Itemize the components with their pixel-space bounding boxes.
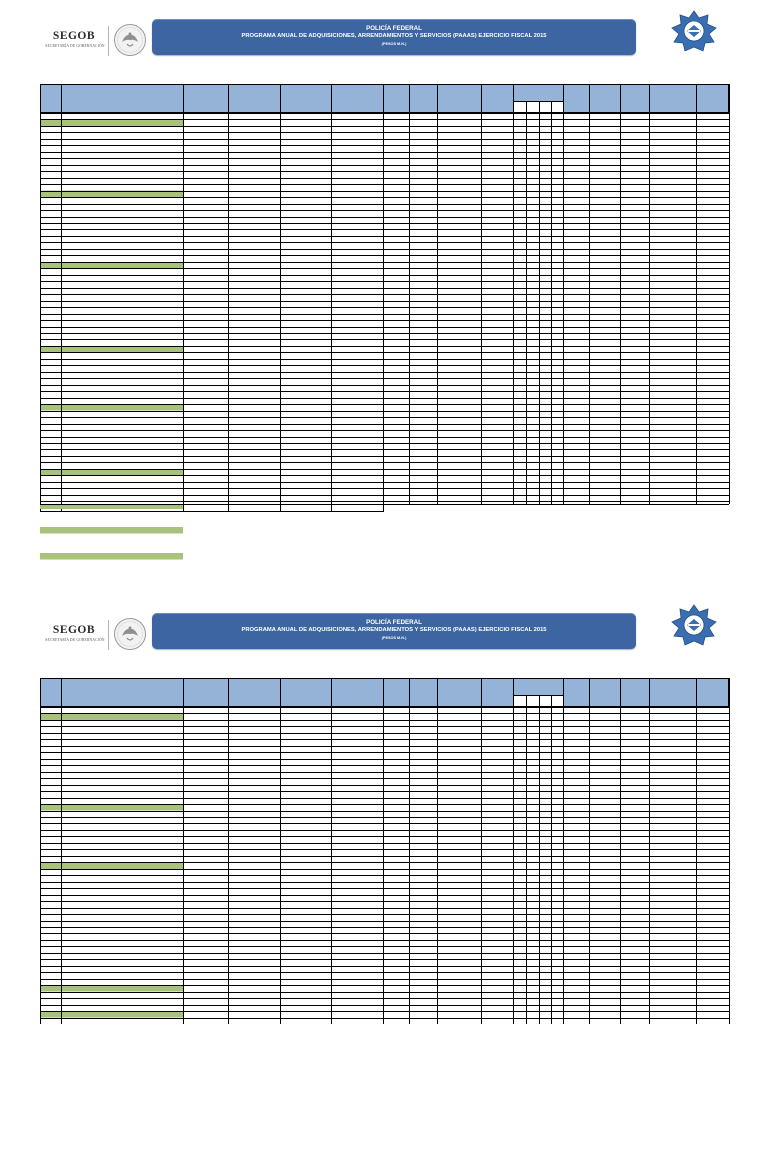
segob-subtitle: SECRETARÍA DE GOBERNACIÓN (45, 44, 105, 48)
table-header-subgroup (513, 102, 563, 112)
title-line-1: POLICÍA FEDERAL (366, 25, 422, 32)
segob-subtitle: SECRETARÍA DE GOBERNACIÓN (45, 638, 105, 642)
table-header-cell (649, 84, 696, 112)
table-header-cell (437, 84, 481, 112)
table-header-cell (620, 678, 649, 706)
table-header-cell (620, 84, 649, 112)
title-line-3: (PESOS M.N.) (381, 636, 407, 640)
segob-wordmark: SEGOB (52, 624, 96, 636)
document-page-1 (0, 0, 768, 560)
table-header-cell (589, 678, 620, 706)
document-page-2 (0, 594, 768, 1154)
table-header-cell (409, 678, 437, 706)
title-line-3: (PESOS M.N.) (381, 42, 407, 46)
table-header-group (513, 678, 563, 695)
table-header-cell (409, 84, 437, 112)
table-header-cell (61, 678, 183, 706)
table-header-cell (563, 678, 589, 706)
title-line-2: PROGRAMA ANUAL DE ADQUISICIONES, ARRENDAMIENTOS Y SERVICIOS (PAAAS) EJERCICIO FISCAL 2015 (241, 33, 547, 39)
table-header-cell (280, 84, 331, 112)
title-line-1: POLICÍA FEDERAL (366, 619, 422, 626)
table-header-cell (280, 678, 331, 706)
table-header-cell (589, 84, 620, 112)
budget-table (0, 594, 768, 1024)
table-header-cell (61, 84, 183, 112)
table-header-cell (481, 84, 513, 112)
budget-table (0, 0, 768, 560)
table-header-cell (331, 84, 383, 112)
segob-wordmark: SEGOB (52, 30, 96, 42)
table-header-cell (40, 678, 61, 706)
table-header-cell (228, 84, 280, 112)
table-header-cell (40, 84, 61, 112)
table-header-subgroup (513, 696, 563, 706)
table-header-cell (481, 678, 513, 706)
table-header-cell (228, 678, 280, 706)
table-header-cell (183, 84, 228, 112)
table-header-cell (696, 678, 729, 706)
title-line-2: PROGRAMA ANUAL DE ADQUISICIONES, ARRENDAMIENTOS Y SERVICIOS (PAAAS) EJERCICIO FISCAL 2015 (241, 627, 547, 633)
table-header-cell (696, 84, 729, 112)
table-header-cell (383, 84, 409, 112)
table-header-cell (437, 678, 481, 706)
table-header-cell (331, 678, 383, 706)
section-band-row (40, 553, 183, 559)
table-header-cell (383, 678, 409, 706)
section-band-row (40, 527, 183, 533)
table-header-cell (649, 678, 696, 706)
table-header-group (513, 84, 563, 101)
table-header-cell (183, 678, 228, 706)
table-header-cell (563, 84, 589, 112)
